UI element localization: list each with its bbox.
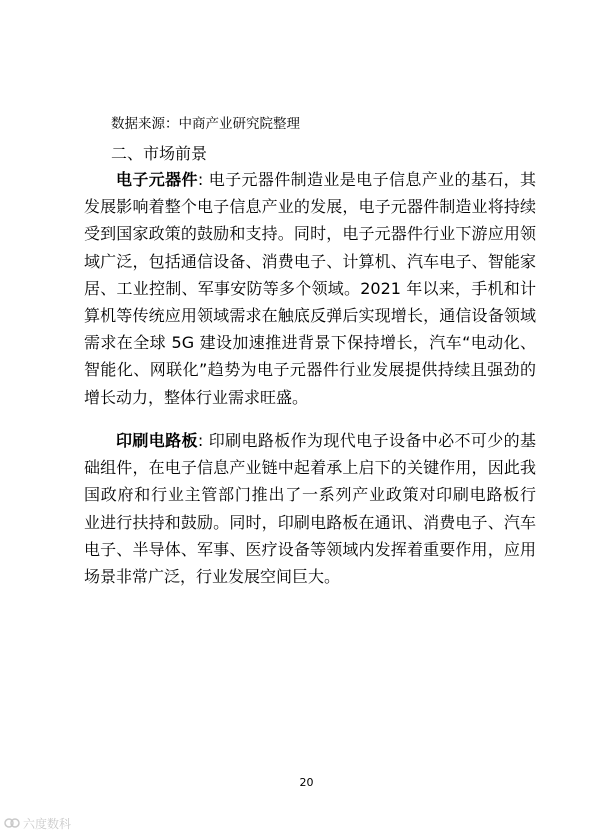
section-heading: 二、市场前景 (111, 144, 208, 163)
paragraph-line: 业进行扶持和鼓励。同时，印刷电路板在通讯、消费电子、汽车 (84, 512, 536, 532)
paragraph-electronic-components (84, 166, 536, 411)
paragraph-printed-circuit-board (84, 427, 536, 590)
paragraph-line: 智能化、网联化”趋势为电子元器件行业发展提供持续且强劲的 (84, 360, 536, 380)
paragraph-line: 电子元器件: 电子元器件制造业是电子信息产业的基石，其 (116, 170, 536, 189)
watermark-text: 六度数科 (23, 816, 72, 831)
paragraph-line: 印刷电路板: 印刷电路板作为现代电子设备中必不可少的基 (116, 431, 536, 450)
paragraph-term: 电子元器件 (116, 170, 198, 189)
paragraph-line: 国政府和行业主管部门推出了一系列产业政策对印刷电路板行 (84, 485, 536, 505)
paragraph-line: 需求在全球 5G 建设加速推进背景下保持增长，汽车“电动化、 (84, 333, 536, 353)
paragraph-line: 础组件，在电子信息产业链中起着承上启下的关键作用，因此我 (84, 458, 536, 478)
paragraph-line: 电子、半导体、军事、医疗设备等领域内发挥着重要作用，应用 (84, 539, 536, 559)
paragraph-line: 算机等传统应用领域需求在触底反弹后实现增长，通信设备领域 (84, 305, 536, 325)
page-number: 20 (299, 776, 314, 789)
paragraph-line: 域广泛，包括通信设备、消费电子、计算机、汽车电子、智能家 (84, 251, 536, 271)
paragraph-line: 发展影响着整个电子信息产业的发展，电子元器件制造业将持续 (84, 197, 536, 217)
watermark (4, 814, 71, 832)
paragraph-line: 受到国家政策的鼓励和支持。同时，电子元器件行业下游应用领 (84, 224, 536, 244)
paragraph-line: 场景非常广泛，行业发展空间巨大。 (84, 566, 341, 586)
paragraph-line: 增长动力，整体行业需求旺盛。 (84, 387, 309, 407)
logo-mark-icon (4, 816, 20, 830)
data-source-note: 数据来源：中商产业研究院整理 (111, 116, 300, 132)
paragraph-term: 印刷电路板 (116, 431, 198, 450)
paragraph-line: 居、工业控制、军事安防等多个领域。2021 年以来，手机和计 (84, 278, 536, 298)
